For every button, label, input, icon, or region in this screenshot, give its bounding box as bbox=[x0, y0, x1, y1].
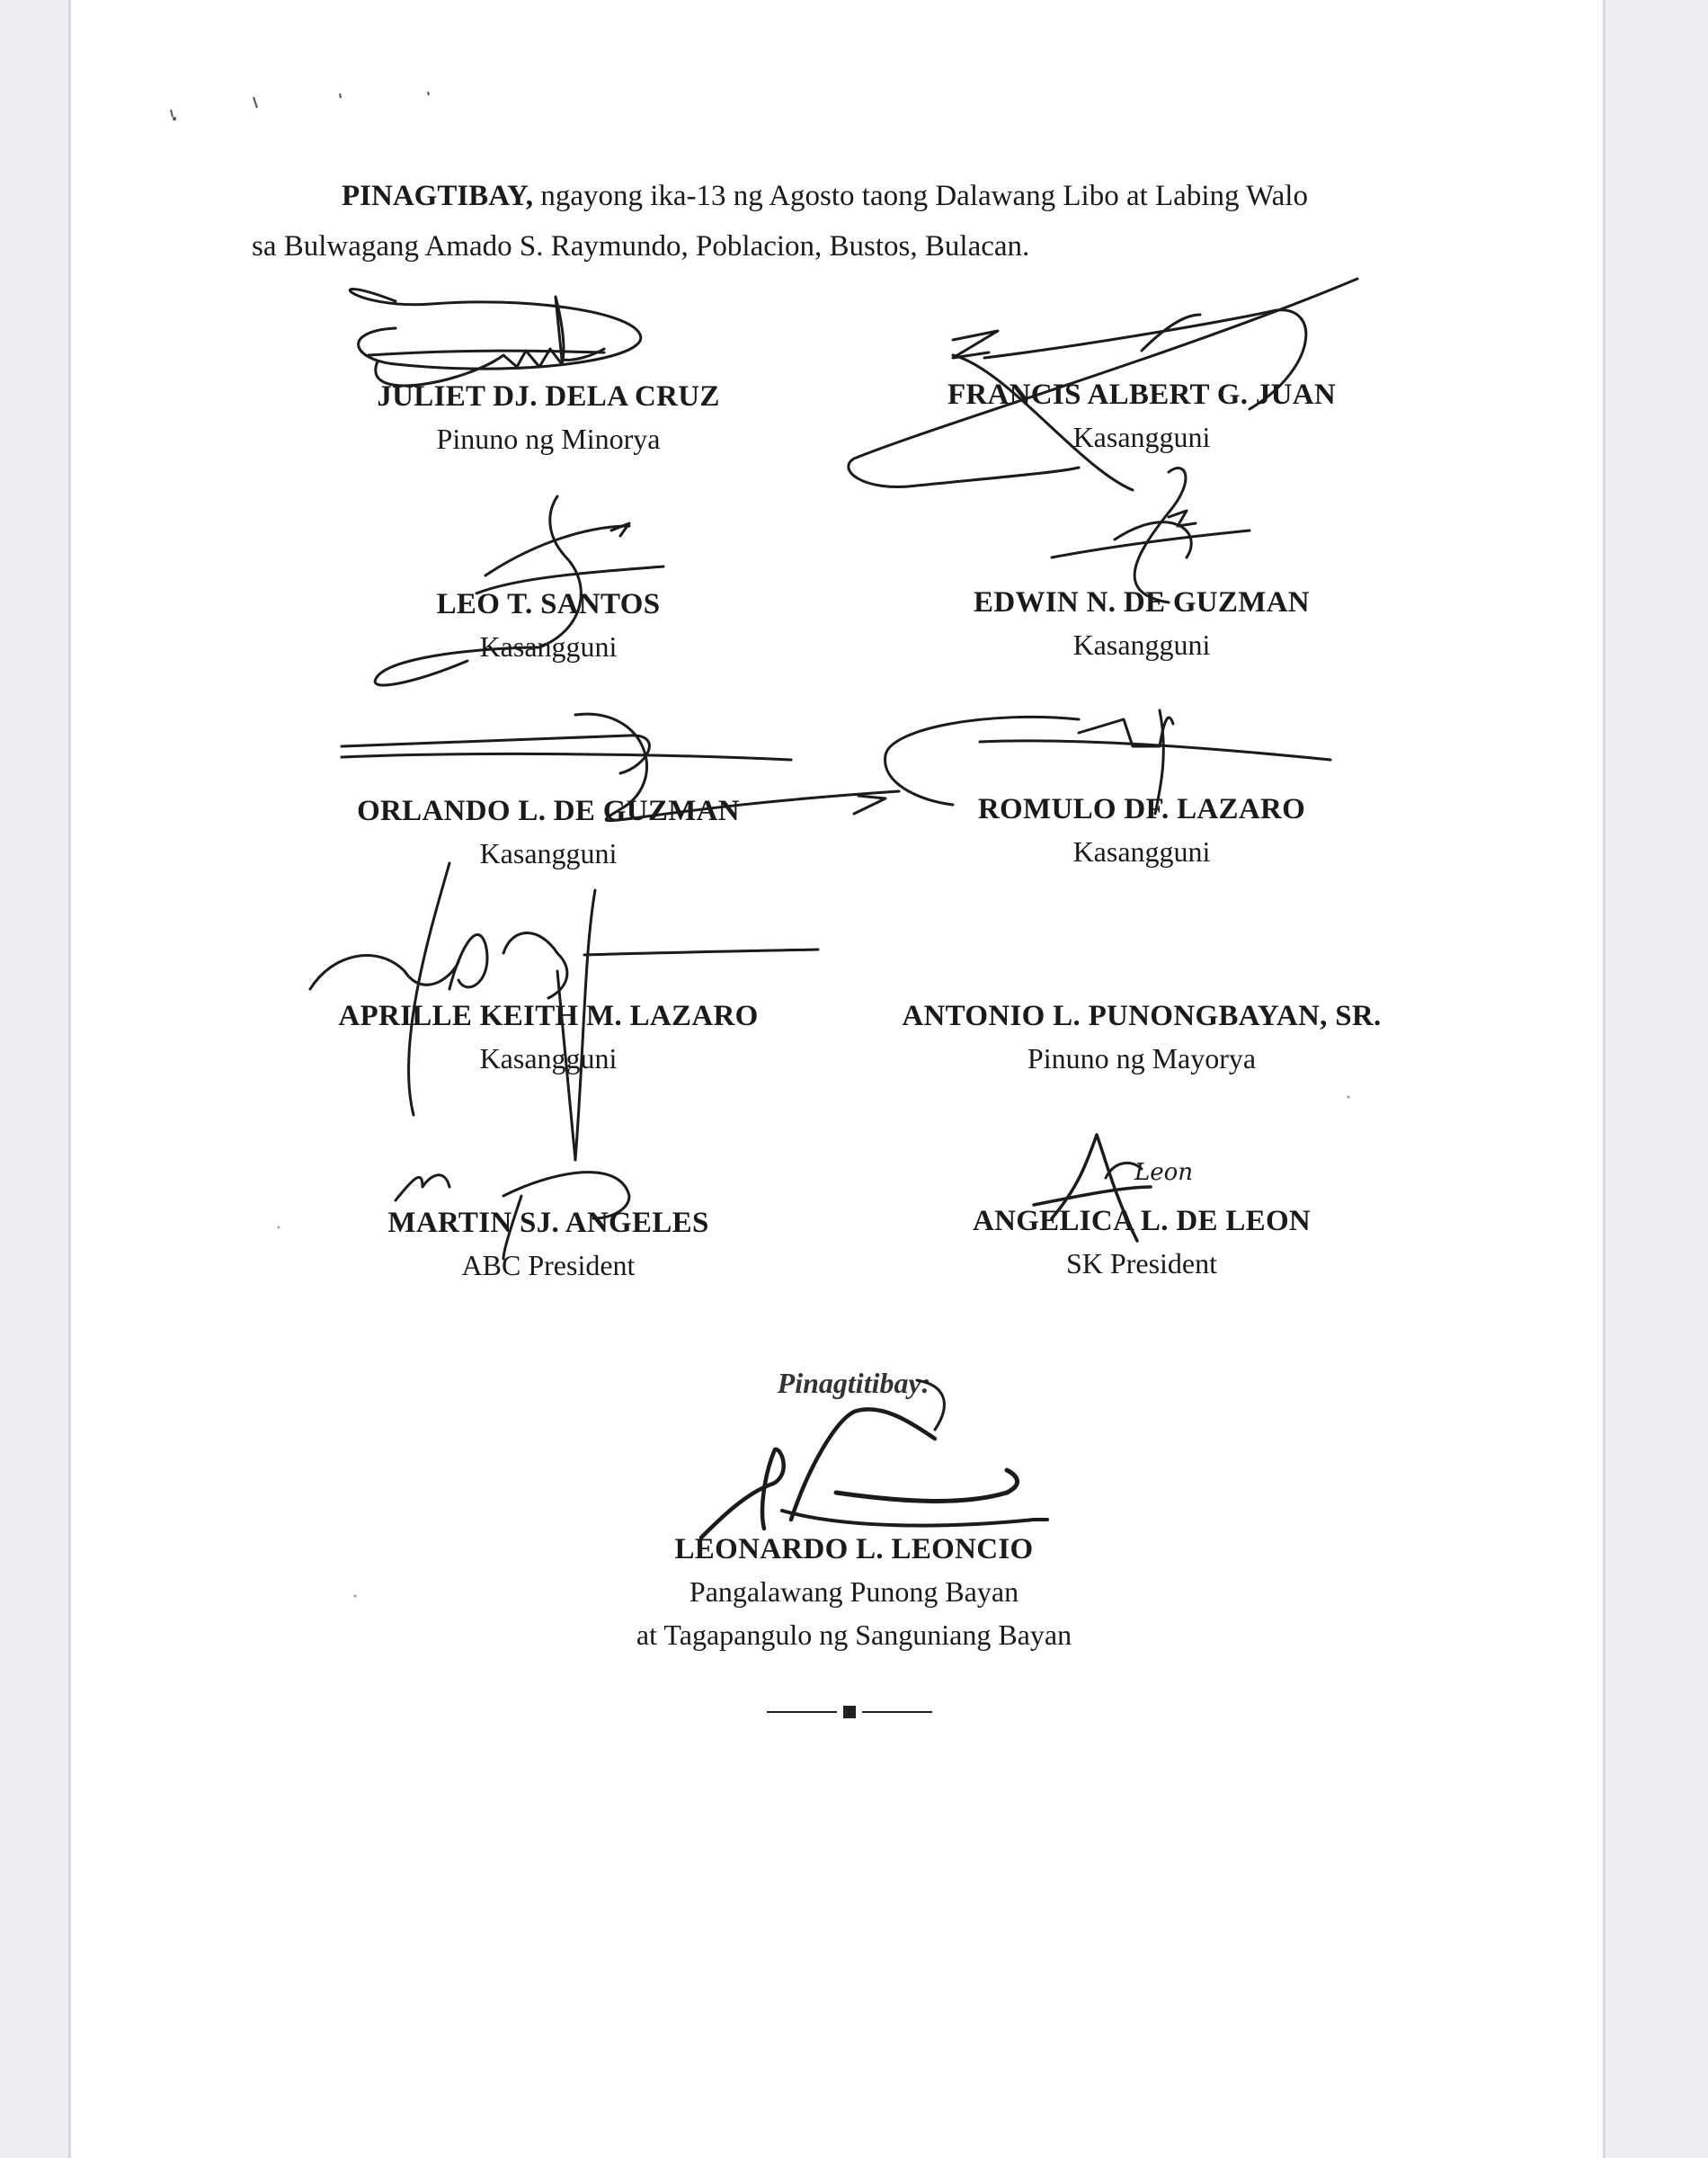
signatory-block bbox=[791, 374, 1492, 459]
resolution-line-1: ngayong ika-13 ng Agosto taong Dalawang Libo at Labing Walo bbox=[533, 180, 1308, 212]
end-mark-left-rule bbox=[767, 1711, 837, 1713]
signatory-title: Kasangguni bbox=[479, 837, 618, 869]
presiding-officer-title-1: Pangalawang Punong Bayan bbox=[689, 1575, 1019, 1608]
signatory-title: Kasangguni bbox=[1072, 421, 1211, 453]
resolution-statement bbox=[252, 171, 1456, 272]
approval-label: Pinagtitibay: bbox=[777, 1367, 931, 1399]
signatory-name: FRANCIS ALBERT G. JUAN bbox=[947, 379, 1337, 411]
signatory-name: ROMULO DF. LAZARO bbox=[977, 793, 1306, 825]
leon-initials: Leon bbox=[1134, 1159, 1194, 1186]
signatory-name: MARTIN SJ. ANGELES bbox=[387, 1207, 709, 1239]
resolution-lead: PINAGTIBAY, bbox=[342, 180, 534, 212]
signatory-title: Kasangguni bbox=[1072, 629, 1211, 661]
signatory-title: SK President bbox=[1066, 1247, 1217, 1280]
end-mark-square bbox=[843, 1706, 856, 1718]
resolution-line-2: sa Bulwagang Amado S. Raymundo, Poblacion, Bustos, Bulacan. bbox=[252, 230, 1030, 263]
signatory-name: APRILLE KEITH M. LAZARO bbox=[338, 1000, 759, 1032]
signatory-title: ABC President bbox=[461, 1249, 636, 1281]
signatory-title: Pinuno ng Mayorya bbox=[1027, 1042, 1257, 1075]
signatory-name: JULIET DJ. DELA CRUZ bbox=[377, 380, 720, 413]
signatory-name: ORLANDO L. DE GUZMAN bbox=[357, 795, 740, 827]
signatory-name: ANGELICA L. DE LEON bbox=[972, 1205, 1312, 1237]
signatory-block bbox=[791, 1200, 1492, 1285]
signatory-block bbox=[791, 582, 1492, 666]
end-mark-right-rule bbox=[862, 1711, 932, 1713]
signatory-name: EDWIN N. DE GUZMAN bbox=[974, 586, 1310, 619]
presiding-officer-title-2: at Tagapangulo ng Sanguniang Bayan bbox=[636, 1618, 1072, 1651]
signatory-title: Pinuno ng Minorya bbox=[436, 423, 661, 455]
signatory-block bbox=[791, 995, 1492, 1080]
end-of-document-mark bbox=[767, 1703, 932, 1721]
presiding-officer-block bbox=[485, 1529, 1223, 1656]
signatory-name: ANTONIO L. PUNONGBAYAN, SR. bbox=[902, 1000, 1382, 1032]
signatory-name: LEO T. SANTOS bbox=[436, 588, 661, 620]
signatory-title: Kasangguni bbox=[1072, 835, 1211, 868]
signatory-title: Kasangguni bbox=[479, 630, 618, 663]
presiding-officer-name: LEONARDO L. LEONCIO bbox=[674, 1533, 1034, 1565]
signatory-title: Kasangguni bbox=[479, 1042, 618, 1075]
signatory-block bbox=[791, 789, 1492, 873]
